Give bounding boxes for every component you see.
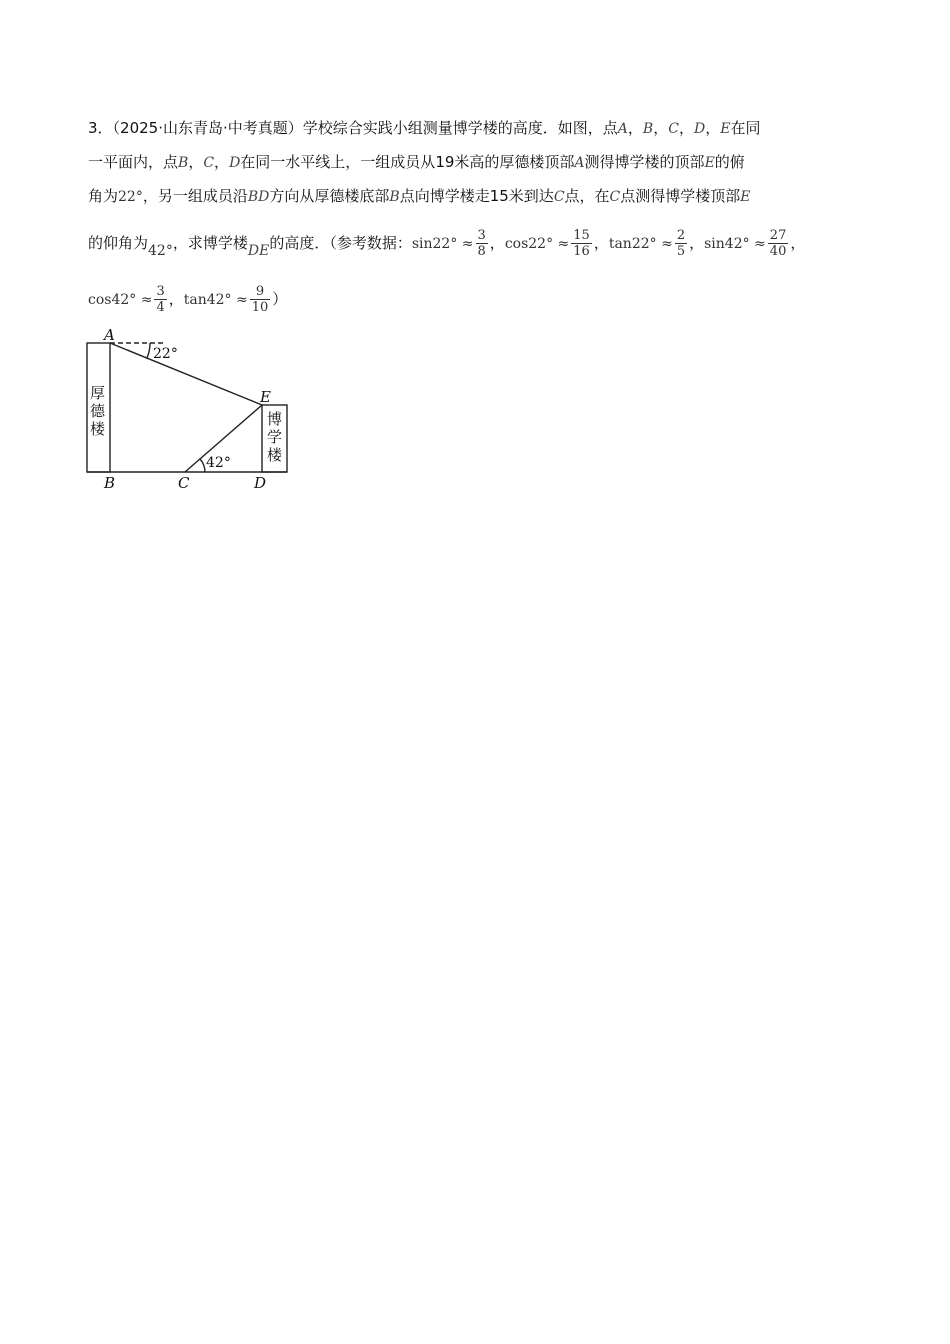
building-boxue-char-2: 学 [267,428,283,446]
problem-source: （2025·山东青岛·中考真题） [112,119,303,137]
line-AE [110,343,262,405]
angle-label-42: 42° [206,455,231,471]
problem-line-5: cos42° ≈ $\frac{3}{4}$ ，tan42° ≈ $\frac{9}{10}$ ） [88,284,288,315]
problem-line-3: 角为22°，另一组成员沿BD方向从厚德楼底部B点向博学楼走15米到达C点，在C点测得博学楼顶部E [88,187,751,205]
problem-number: 3． [88,119,113,137]
problem-line-4: 的仰角为42°，求博学楼DE的高度．（参考数据：sin22° ≈ $\frac{3}{8}$ ，cos22° ≈ $\frac{15}{16}$ ，tan22° ≈ $\frac{2}{5}$ ，sin42° ≈ $\frac{27}{40}$ ， [88,228,806,259]
fraction-sin22: $\frac{3}{8}$ [477,228,486,259]
label-B: B [104,474,116,492]
building-boxue-char-1: 博 [267,410,283,428]
fraction-cos42: $\frac{3}{4}$ [156,284,165,315]
problem-line-1: 3．（2025·山东青岛·中考真题）学校综合实践小组测量博学楼的高度．如图，点A，B，C，D，E在同 [88,119,761,137]
fraction-sin42: $\frac{27}{40}$ [769,228,787,259]
angle-arc-C [200,459,205,472]
fraction-cos22: $\frac{15}{16}$ [573,228,590,259]
fraction-tan42: $\frac{9}{10}$ [251,284,269,315]
label-C: C [178,474,190,492]
problem-line-2: 一平面内，点B，C，D在同一水平线上，一组成员从19米高的厚德楼顶部A测得博学楼的顶部E的俯 [88,153,745,171]
angle-label-22: 22° [153,346,178,362]
angle-arc-A [147,343,150,358]
geometry-figure [82,326,302,496]
building-houde-char-1: 厚 [90,384,106,402]
building-houde-char-2: 德 [90,402,106,420]
building-boxue-char-3: 楼 [267,446,283,464]
label-E: E [260,388,271,406]
building-houde-char-3: 楼 [90,420,106,438]
label-D: D [254,474,267,492]
fraction-tan22: $\frac{2}{5}$ [676,228,686,259]
label-A: A [104,326,115,344]
